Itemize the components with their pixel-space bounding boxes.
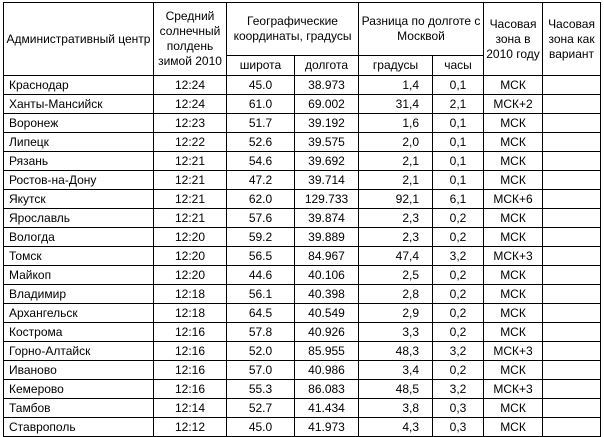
timezone-2010-cell: МСК	[484, 361, 543, 380]
solar-noon-cell: 12:16	[154, 380, 227, 399]
timezone-2010-cell: МСК+6	[484, 190, 543, 209]
degrees-diff-cell: 2,9	[359, 304, 433, 323]
timezone-2010-cell: МСК	[484, 76, 543, 95]
solar-noon-cell: 12:21	[154, 190, 227, 209]
timezone-variant-cell	[543, 76, 601, 95]
timezone-2010-cell: МСК	[484, 152, 543, 171]
header-hours: часы	[433, 56, 484, 76]
solar-noon-cell: 12:20	[154, 247, 227, 266]
table-row	[4, 95, 601, 114]
city-cell: Вологда	[4, 228, 154, 247]
longitude-cell: 39.874	[295, 209, 359, 228]
degrees-diff-cell: 1,6	[359, 114, 433, 133]
timezone-variant-cell	[543, 266, 601, 285]
timezone-2010-cell: МСК+3	[484, 342, 543, 361]
hours-diff-cell: 0,2	[433, 361, 484, 380]
table-row	[4, 152, 601, 171]
degrees-diff-cell: 48,3	[359, 342, 433, 361]
table-row	[4, 76, 601, 95]
hours-diff-cell: 0,1	[433, 114, 484, 133]
table-row	[4, 380, 601, 399]
city-cell: Майкоп	[4, 266, 154, 285]
city-cell: Тамбов	[4, 399, 154, 418]
latitude-cell: 51.7	[227, 114, 295, 133]
solar-noon-cell: 12:20	[154, 266, 227, 285]
hours-diff-cell: 0,2	[433, 323, 484, 342]
latitude-cell: 44.6	[227, 266, 295, 285]
timezone-2010-cell: МСК	[484, 399, 543, 418]
degrees-diff-cell: 92,1	[359, 190, 433, 209]
city-cell: Томск	[4, 247, 154, 266]
longitude-cell: 84.967	[295, 247, 359, 266]
header-timezone-variant: Часовая зона как вариант	[543, 3, 601, 76]
city-cell: Ханты-Мансийск	[4, 95, 154, 114]
timezone-variant-cell	[543, 380, 601, 399]
hours-diff-cell: 0,1	[433, 171, 484, 190]
hours-diff-cell: 3,2	[433, 247, 484, 266]
header-longitude: долгота	[295, 56, 359, 76]
longitude-cell: 86.083	[295, 380, 359, 399]
longitude-cell: 40.106	[295, 266, 359, 285]
header-solar-noon: Средний солнечный полдень зимой 2010	[154, 3, 227, 76]
hours-diff-cell: 0,1	[433, 76, 484, 95]
table-row	[4, 342, 601, 361]
timezone-2010-cell: МСК	[484, 133, 543, 152]
latitude-cell: 57.0	[227, 361, 295, 380]
latitude-cell: 52.0	[227, 342, 295, 361]
latitude-cell: 59.2	[227, 228, 295, 247]
timezone-2010-cell: МСК	[484, 304, 543, 323]
timezone-variant-cell	[543, 133, 601, 152]
longitude-cell: 85.955	[295, 342, 359, 361]
timezone-variant-cell	[543, 304, 601, 323]
timezone-2010-cell: МСК	[484, 418, 543, 437]
longitude-cell: 38.973	[295, 76, 359, 95]
degrees-diff-cell: 3,8	[359, 399, 433, 418]
table-row	[4, 247, 601, 266]
city-cell: Липецк	[4, 133, 154, 152]
longitude-cell: 39.714	[295, 171, 359, 190]
header-latitude: широта	[227, 56, 295, 76]
table-row	[4, 114, 601, 133]
longitude-cell: 41.434	[295, 399, 359, 418]
table-row	[4, 399, 601, 418]
degrees-diff-cell: 2,1	[359, 152, 433, 171]
solar-noon-cell: 12:16	[154, 361, 227, 380]
timezone-variant-cell	[543, 209, 601, 228]
latitude-cell: 57.8	[227, 323, 295, 342]
hours-diff-cell: 0,2	[433, 285, 484, 304]
city-cell: Иваново	[4, 361, 154, 380]
timezone-variant-cell	[543, 361, 601, 380]
timezone-variant-cell	[543, 190, 601, 209]
hours-diff-cell: 0,1	[433, 133, 484, 152]
latitude-cell: 62.0	[227, 190, 295, 209]
solar-noon-cell: 12:16	[154, 323, 227, 342]
timezone-table	[3, 2, 601, 437]
solar-noon-cell: 12:23	[154, 114, 227, 133]
hours-diff-cell: 0,2	[433, 228, 484, 247]
header-coordinates: Географические координаты, градусы	[227, 3, 359, 56]
timezone-variant-cell	[543, 247, 601, 266]
timezone-variant-cell	[543, 342, 601, 361]
table-row	[4, 304, 601, 323]
table-row	[4, 266, 601, 285]
solar-noon-cell: 12:21	[154, 209, 227, 228]
solar-noon-cell: 12:20	[154, 228, 227, 247]
longitude-cell: 39.192	[295, 114, 359, 133]
solar-noon-cell: 12:24	[154, 95, 227, 114]
latitude-cell: 54.6	[227, 152, 295, 171]
longitude-cell: 39.692	[295, 152, 359, 171]
degrees-diff-cell: 2,3	[359, 209, 433, 228]
longitude-cell: 40.549	[295, 304, 359, 323]
city-cell: Ставрополь	[4, 418, 154, 437]
city-cell: Владимир	[4, 285, 154, 304]
timezone-variant-cell	[543, 114, 601, 133]
latitude-cell: 52.7	[227, 399, 295, 418]
city-cell: Ростов-на-Дону	[4, 171, 154, 190]
timezone-2010-cell: МСК+3	[484, 380, 543, 399]
city-cell: Краснодар	[4, 76, 154, 95]
solar-noon-cell: 12:22	[154, 133, 227, 152]
latitude-cell: 57.6	[227, 209, 295, 228]
longitude-cell: 40.986	[295, 361, 359, 380]
latitude-cell: 45.0	[227, 418, 295, 437]
longitude-cell: 40.926	[295, 323, 359, 342]
header-longitude-diff: Разница по долготе с Москвой	[359, 3, 484, 56]
longitude-cell: 40.398	[295, 285, 359, 304]
longitude-cell: 69.002	[295, 95, 359, 114]
city-cell: Горно-Алтайск	[4, 342, 154, 361]
city-cell: Рязань	[4, 152, 154, 171]
table-row	[4, 190, 601, 209]
degrees-diff-cell: 48,5	[359, 380, 433, 399]
header-timezone-2010: Часовая зона в 2010 году	[484, 3, 543, 76]
solar-noon-cell: 12:21	[154, 152, 227, 171]
hours-diff-cell: 0,2	[433, 209, 484, 228]
latitude-cell: 56.5	[227, 247, 295, 266]
table-row	[4, 323, 601, 342]
latitude-cell: 47.2	[227, 171, 295, 190]
timezone-2010-cell: МСК	[484, 114, 543, 133]
solar-noon-cell: 12:14	[154, 399, 227, 418]
table-row	[4, 361, 601, 380]
degrees-diff-cell: 2,8	[359, 285, 433, 304]
latitude-cell: 64.5	[227, 304, 295, 323]
solar-noon-cell: 12:16	[154, 342, 227, 361]
hours-diff-cell: 3,2	[433, 342, 484, 361]
latitude-cell: 61.0	[227, 95, 295, 114]
degrees-diff-cell: 47,4	[359, 247, 433, 266]
timezone-variant-cell	[543, 399, 601, 418]
hours-diff-cell: 0,1	[433, 152, 484, 171]
city-cell: Архангельск	[4, 304, 154, 323]
city-cell: Кострома	[4, 323, 154, 342]
longitude-cell: 41.973	[295, 418, 359, 437]
table-row	[4, 171, 601, 190]
timezone-variant-cell	[543, 323, 601, 342]
hours-diff-cell: 0,2	[433, 304, 484, 323]
timezone-variant-cell	[543, 152, 601, 171]
timezone-2010-cell: МСК	[484, 228, 543, 247]
latitude-cell: 56.1	[227, 285, 295, 304]
degrees-diff-cell: 2,1	[359, 171, 433, 190]
table-row	[4, 209, 601, 228]
degrees-diff-cell: 2,3	[359, 228, 433, 247]
timezone-variant-cell	[543, 171, 601, 190]
latitude-cell: 55.3	[227, 380, 295, 399]
solar-noon-cell: 12:18	[154, 304, 227, 323]
city-cell: Воронеж	[4, 114, 154, 133]
hours-diff-cell: 6,1	[433, 190, 484, 209]
timezone-variant-cell	[543, 285, 601, 304]
degrees-diff-cell: 2,5	[359, 266, 433, 285]
solar-noon-cell: 12:12	[154, 418, 227, 437]
hours-diff-cell: 2,1	[433, 95, 484, 114]
longitude-cell: 39.889	[295, 228, 359, 247]
hours-diff-cell: 3,2	[433, 380, 484, 399]
table-row	[4, 228, 601, 247]
hours-diff-cell: 0,2	[433, 266, 484, 285]
timezone-variant-cell	[543, 228, 601, 247]
longitude-cell: 39.575	[295, 133, 359, 152]
solar-noon-cell: 12:24	[154, 76, 227, 95]
timezone-2010-cell: МСК	[484, 171, 543, 190]
timezone-2010-cell: МСК+2	[484, 95, 543, 114]
city-cell: Якутск	[4, 190, 154, 209]
degrees-diff-cell: 3,4	[359, 361, 433, 380]
table-row	[4, 133, 601, 152]
solar-noon-cell: 12:21	[154, 171, 227, 190]
solar-noon-cell: 12:18	[154, 285, 227, 304]
timezone-2010-cell: МСК	[484, 285, 543, 304]
hours-diff-cell: 0,3	[433, 399, 484, 418]
table-row	[4, 285, 601, 304]
header-admin-center: Административный центр	[4, 3, 154, 76]
latitude-cell: 52.6	[227, 133, 295, 152]
degrees-diff-cell: 1,4	[359, 76, 433, 95]
timezone-2010-cell: МСК+3	[484, 247, 543, 266]
latitude-cell: 45.0	[227, 76, 295, 95]
timezone-variant-cell	[543, 95, 601, 114]
hours-diff-cell: 0,3	[433, 418, 484, 437]
timezone-2010-cell: МСК	[484, 266, 543, 285]
city-cell: Ярославль	[4, 209, 154, 228]
city-cell: Кемерово	[4, 380, 154, 399]
timezone-2010-cell: МСК	[484, 209, 543, 228]
longitude-cell: 129.733	[295, 190, 359, 209]
degrees-diff-cell: 4,3	[359, 418, 433, 437]
degrees-diff-cell: 3,3	[359, 323, 433, 342]
timezone-2010-cell: МСК	[484, 323, 543, 342]
degrees-diff-cell: 2,0	[359, 133, 433, 152]
header-degrees: градусы	[359, 56, 433, 76]
degrees-diff-cell: 31,4	[359, 95, 433, 114]
